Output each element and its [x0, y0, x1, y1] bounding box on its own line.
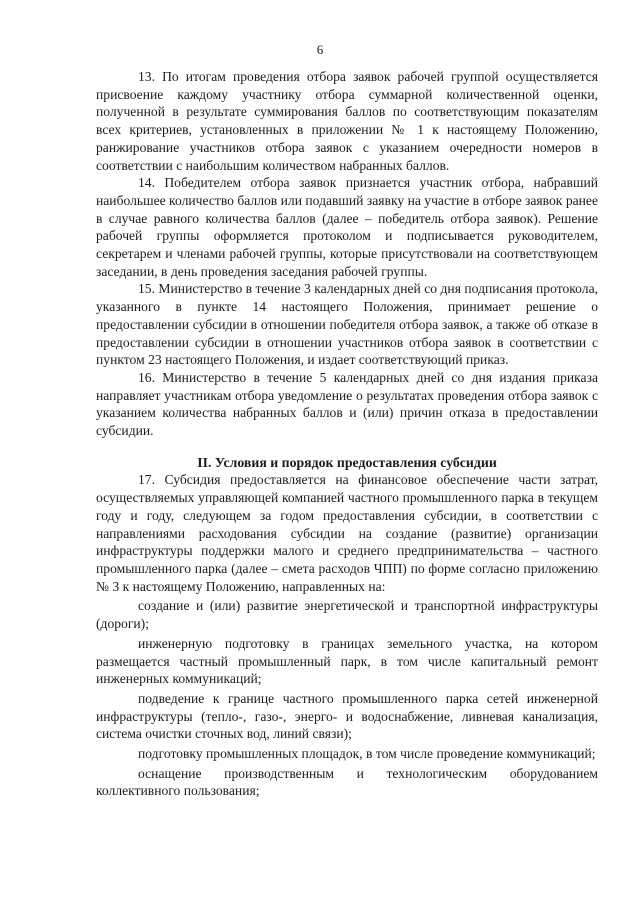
list-item: подготовку промышленных площадок, в том числе проведение коммуникаций; — [138, 746, 596, 762]
paragraph-13: 13. По итогам проведения отбора заявок рабочей группой осуществляется присвоение каждому участнику отбора суммарной количественной оценки, полученной в результате суммирования баллов по соответствующим показателям всех критериев, установленных в приложении № 1 к настоящему Положению, ранжирование участников отбора заявок с указанием очередности номеров в соответствии с наибольшим количеством набранных баллов. — [96, 69, 598, 173]
list-item: инженерную подготовку в границах земельного участка, на котором размещается частный промышленный парк, в том числе капитальный ремонт инженерных коммуникаций; — [96, 635, 598, 687]
paragraph-14: 14. Победителем отбора заявок признается участник отбора, набравший наибольшее количество баллов или подавший заявку на участие в отборе заявок ранее в случае равного количества баллов (далее – победитель отбора заявок). Решение рабочей группы оформляется протоколом и подписывается руководителем, секретарем и членами рабочей группы, которые присутствовали на соответствующем заседании, в день проведения заседания рабочей группы. — [96, 175, 598, 279]
page-number: 6 — [316, 42, 324, 57]
section-heading: II. Условия и порядок предоставления субсидии — [197, 454, 497, 470]
list-item: оснащение производственным и технологическим оборудованием коллективного пользования; — [96, 765, 598, 799]
document-body — [96, 68, 598, 800]
paragraph-17: 17. Субсидия предоставляется на финансовое обеспечение части затрат, осуществляемых управляющей компанией частного промышленного парка в текущем году и году, следующем за годом предоставления субсидии, в соответствии с направлениями расходования субсидии на создание (развитие) организации инфраструктуры поддержки малого и среднего предпринимательства – частного промышленного парка (далее – смета расходов ЧПП) по форме согласно приложению № 3 к настоящему Положению, направленных на: — [96, 472, 598, 594]
list-item: создание и (или) развитие энергетической и транспортной инфраструктуры (дороги); — [96, 598, 598, 632]
paragraph-16: 16. Министерство в течение 5 календарных дней со дня издания приказа направляет участникам отбора уведомление о результатах проведения отбора заявок с указанием количества набранных баллов и (или) причин отказа в предоставлении субсидии. — [96, 369, 598, 439]
list-item: подведение к границе частного промышленного парка сетей инженерной инфраструктуры (тепло-, газо-, энерго- и водоснабжение, ливневая канализация, система очистки сточных вод, линий связи); — [96, 690, 598, 742]
paragraph-15: 15. Министерство в течение 3 календарных дней со дня подписания протокола, указанного в пункте 14 настоящего Положения, принимает решение о предоставлении субсидии в отношении победителя отбора заявок, а также об отказе в предоставлении субсидии в отношении участников отбора заявок в соответствии с пунктом 23 настоящего Положения, и издает соответствующий приказ. — [96, 281, 598, 368]
